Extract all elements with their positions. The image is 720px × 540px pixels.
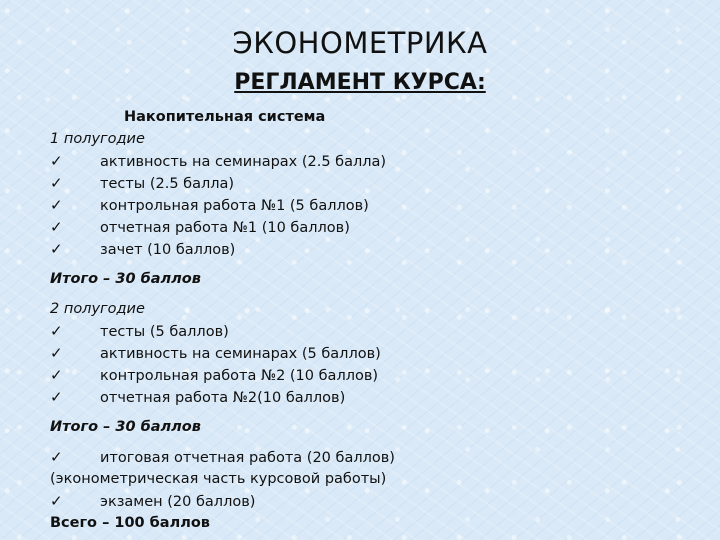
semester2-total: Итого – 30 баллов	[50, 419, 201, 435]
checkmark-icon: ✓	[50, 492, 63, 510]
checkmark-icon: ✓	[50, 218, 63, 236]
grand-total: Всего – 100 баллов	[50, 515, 210, 531]
checkmark-icon: ✓	[50, 448, 63, 466]
list-item: ✓ зачет (10 баллов)	[50, 240, 236, 258]
list-item: ✓ отчетная работа №1 (10 баллов)	[50, 218, 350, 236]
list-item: ✓ тесты (2.5 балла)	[50, 174, 235, 192]
checkmark-icon: ✓	[50, 322, 63, 340]
list-item: ✓ контрольная работа №1 (5 баллов)	[50, 196, 369, 214]
semester2-heading: 2 полугодие	[50, 301, 145, 317]
checkmark-icon: ✓	[50, 152, 63, 170]
semester1-heading: 1 полугодие	[50, 131, 145, 147]
list-item: ✓ итоговая отчетная работа (20 баллов)	[50, 448, 395, 466]
checkmark-icon: ✓	[50, 344, 63, 362]
checkmark-icon: ✓	[50, 388, 63, 406]
list-item: ✓ активность на семинарах (5 баллов)	[50, 344, 381, 362]
system-heading: Накопительная система	[124, 109, 326, 125]
final-item-note: (эконометрическая часть курсовой работы)	[50, 471, 387, 487]
list-item: ✓ контрольная работа №2 (10 баллов)	[50, 366, 379, 384]
list-item: ✓ отчетная работа №2(10 баллов)	[50, 388, 346, 406]
list-item: ✓ экзамен (20 баллов)	[50, 492, 256, 510]
page-subtitle: РЕГЛАМЕНТ КУРСА:	[234, 70, 486, 95]
checkmark-icon: ✓	[50, 366, 63, 384]
checkmark-icon: ✓	[50, 240, 63, 258]
list-item: ✓ активность на семинарах (2.5 балла)	[50, 152, 387, 170]
page-title: ЭКОНОМЕТРИКА	[232, 26, 488, 60]
list-item: ✓ тесты (5 баллов)	[50, 322, 229, 340]
checkmark-icon: ✓	[50, 174, 63, 192]
course-regulations	[50, 106, 710, 534]
semester1-total: Итого – 30 баллов	[50, 271, 201, 287]
checkmark-icon: ✓	[50, 196, 63, 214]
